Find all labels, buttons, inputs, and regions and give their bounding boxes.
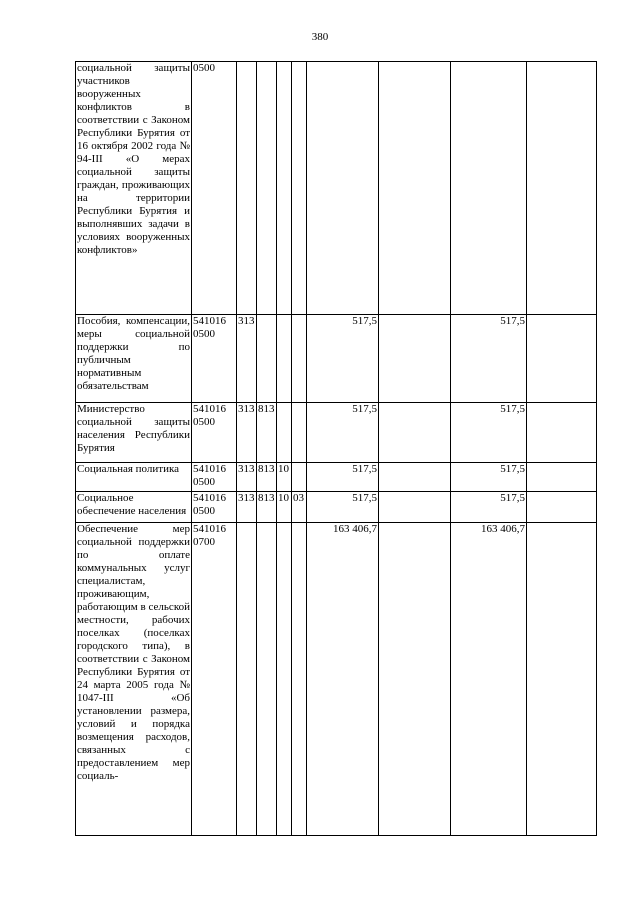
- amount-cell: 163 406,7: [451, 523, 527, 836]
- admin-code: [237, 523, 257, 836]
- expense-type-code: [292, 463, 307, 492]
- amount-cell: [379, 523, 451, 836]
- admin-code: [237, 62, 257, 315]
- subsection-code: [277, 315, 292, 403]
- subsection-code: 10: [277, 463, 292, 492]
- row-name: социальной защиты участников вооруженных конфликтов в соответствии с Законом Республики Бурятия от 16 октября 2002 года № 94-III «О мерах социальной защиты граждан, проживающих на территории Республики Бурятия и выполнявших задачи в условиях вооруженных конфликтов»: [76, 62, 192, 315]
- admin-code: 313: [237, 463, 257, 492]
- table-row: [76, 403, 597, 463]
- table-row: [76, 523, 597, 836]
- amount-cell: 517,5: [451, 403, 527, 463]
- table-row: [76, 62, 597, 315]
- amount-cell: [527, 463, 597, 492]
- section-code: [257, 62, 277, 315]
- section-code: 813: [257, 463, 277, 492]
- amount-cell: 517,5: [307, 492, 379, 523]
- target-code: 0500: [192, 62, 237, 315]
- amount-cell: [379, 62, 451, 315]
- section-code: 813: [257, 403, 277, 463]
- target-code: 541016 0500: [192, 492, 237, 523]
- amount-cell: 163 406,7: [307, 523, 379, 836]
- section-code: 813: [257, 492, 277, 523]
- admin-code: 313: [237, 492, 257, 523]
- subsection-code: [277, 523, 292, 836]
- target-code: 541016 0500: [192, 463, 237, 492]
- amount-cell: [307, 62, 379, 315]
- row-name: Социальное обеспечение населения: [76, 492, 192, 523]
- expense-type-code: [292, 403, 307, 463]
- section-code: [257, 523, 277, 836]
- row-name: Обеспечение мер социальной поддержки по оплате коммунальных услуг специалистам, проживающим, работающим в сельской местности, рабочих поселках (поселках городского типа), в соответствии с Законом Республики Бурятия от 24 марта 2005 года № 1047-III «Об установлении размера, условий и порядка возмещения расходов, связанных с предоставлением мер социаль-: [76, 523, 192, 836]
- amount-cell: [379, 463, 451, 492]
- row-name: Министерство социальной защиты населения Республики Бурятия: [76, 403, 192, 463]
- subsection-code: 10: [277, 492, 292, 523]
- amount-cell: 517,5: [451, 315, 527, 403]
- amount-cell: 517,5: [307, 315, 379, 403]
- target-code: 541016 0500: [192, 403, 237, 463]
- row-name: Социальная политика: [76, 463, 192, 492]
- amount-cell: [527, 315, 597, 403]
- amount-cell: 517,5: [451, 492, 527, 523]
- amount-cell: 517,5: [307, 403, 379, 463]
- amount-cell: 517,5: [451, 463, 527, 492]
- admin-code: 313: [237, 403, 257, 463]
- expense-type-code: 03: [292, 492, 307, 523]
- expense-type-code: [292, 62, 307, 315]
- amount-cell: [527, 492, 597, 523]
- table-row: [76, 492, 597, 523]
- amount-cell: [379, 492, 451, 523]
- section-code: [257, 315, 277, 403]
- page-number: 380: [311, 31, 329, 43]
- amount-cell: [379, 315, 451, 403]
- target-code: 541016 0500: [192, 315, 237, 403]
- subsection-code: [277, 403, 292, 463]
- expense-type-code: [292, 315, 307, 403]
- admin-code: 313: [237, 315, 257, 403]
- amount-cell: [379, 403, 451, 463]
- budget-table: [75, 61, 597, 836]
- expense-type-code: [292, 523, 307, 836]
- subsection-code: [277, 62, 292, 315]
- target-code: 541016 0700: [192, 523, 237, 836]
- table-row: [76, 315, 597, 403]
- amount-cell: [527, 523, 597, 836]
- row-name: Пособия, компенсации, меры социальной поддержки по публичным нормативным обязательствам: [76, 315, 192, 403]
- amount-cell: [527, 403, 597, 463]
- amount-cell: [527, 62, 597, 315]
- table-row: [76, 463, 597, 492]
- amount-cell: [451, 62, 527, 315]
- amount-cell: 517,5: [307, 463, 379, 492]
